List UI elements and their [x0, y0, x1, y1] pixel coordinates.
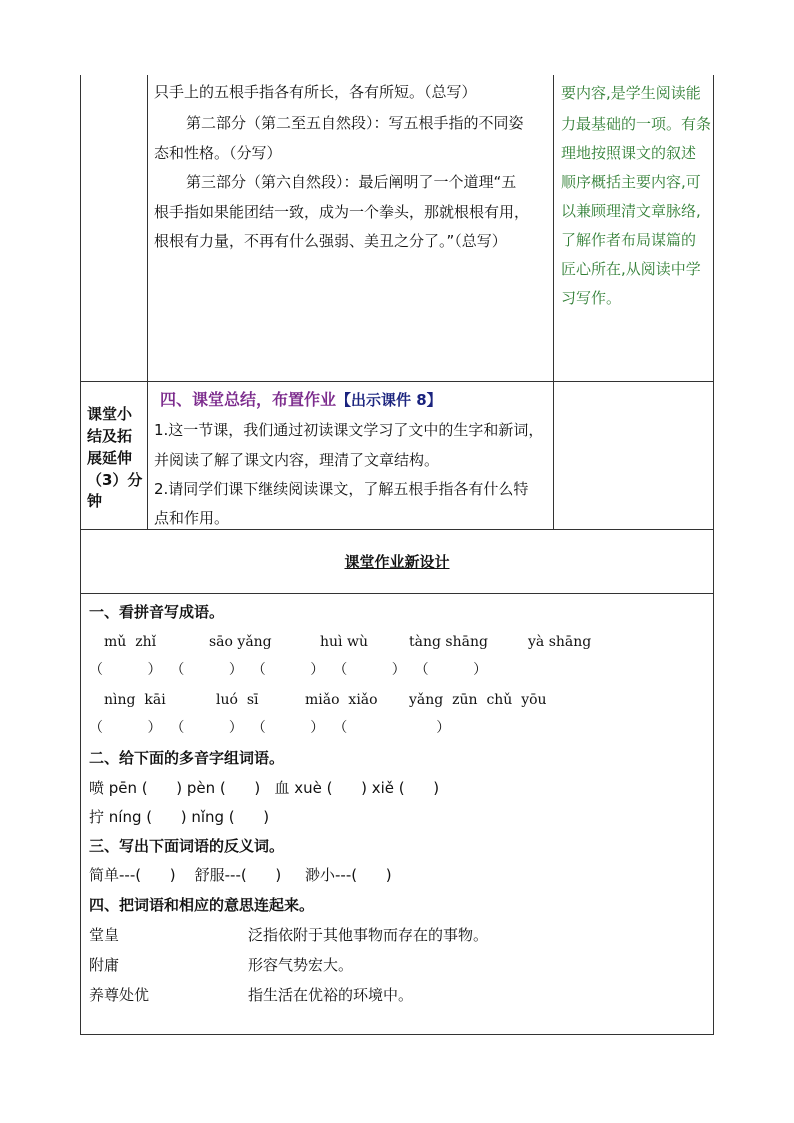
q1-title: 一、看拼音写成语。	[89, 603, 225, 621]
pinyin: yǎng zūn chǔ yōu	[409, 692, 547, 708]
note-line: 了解作者布局谋篇的	[561, 231, 697, 249]
note-line: 要内容,是学生阅读能	[561, 84, 701, 102]
q4-word: 堂皇	[89, 926, 120, 944]
pinyin: miǎo xiǎo	[305, 692, 378, 708]
summary-line: 并阅读了解了课文内容，理清了文章结构。	[154, 451, 440, 469]
content-line: 第三部分（第六自然段）：最后阐明了一个道理“五	[186, 173, 517, 191]
content-line: 只手上的五根手指各有所长，各有所短。（总写）	[154, 83, 477, 101]
summary-line: 2.请同学们课下继续阅读课文，了解五根手指各有什么特	[154, 480, 529, 498]
summary-label-line: 结及拓	[87, 427, 133, 445]
q4-word: 养尊处优	[89, 986, 150, 1004]
ppt-tag: 【出示课件 8】	[336, 391, 442, 409]
q2-line[interactable]: 喷 pēn ( ) pèn ( ) 血 xuè ( ) xiě ( )	[89, 779, 440, 797]
content-line: 第二部分（第二至五自然段）：写五根手指的不同姿	[186, 114, 524, 132]
note-line: 匠心所在,从阅读中学	[561, 260, 701, 278]
q4-title: 四、把词语和相应的意思连起来。	[89, 896, 315, 914]
row-divider-2	[80, 529, 714, 530]
q4-meaning: 泛指依附于其他事物而存在的事物。	[248, 926, 489, 944]
summary-heading-row	[160, 390, 442, 410]
q4-meaning: 指生活在优裕的环境中。	[248, 986, 414, 1004]
summary-label-line: （3）分	[87, 471, 143, 489]
summary-label-line: 课堂小	[87, 405, 133, 423]
pinyin: sāo yǎng	[209, 634, 272, 650]
note-line: 顺序概括主要内容,可	[561, 173, 701, 191]
table-bottom-border	[80, 1034, 714, 1035]
q4-word: 附庸	[89, 956, 120, 974]
answer-blanks[interactable]: （ ） （ ） （ ） （ ）	[89, 720, 451, 736]
note-line: 理地按照课文的叙述	[561, 144, 697, 162]
note-line: 力最基础的一项。有条	[561, 115, 712, 133]
row-divider-3	[80, 593, 714, 594]
content-line: 根手指如果能团结一致，成为一个拳头，那就根根有用，	[154, 203, 530, 221]
homework-title: 课堂作业新设计	[344, 553, 450, 571]
pinyin: huì wù	[320, 634, 368, 650]
pinyin: luó sī	[216, 692, 259, 708]
summary-line: 点和作用。	[154, 509, 230, 527]
summary-label-line: 钟	[87, 492, 103, 510]
q2-title: 二、给下面的多音字组词语。	[89, 749, 285, 767]
answer-blanks[interactable]: （ ） （ ） （ ） （ ） （ ）	[89, 662, 488, 678]
row-divider-1	[80, 381, 714, 382]
note-line: 以兼顾理清文章脉络,	[561, 202, 701, 220]
col-divider-1	[147, 75, 148, 530]
col-divider-2	[553, 75, 554, 530]
q3-title: 三、写出下面词语的反义词。	[89, 837, 285, 855]
summary-label-line: 展延伸	[87, 449, 133, 467]
pinyin: mǔ zhǐ	[104, 634, 157, 650]
summary-line: 1.这一节课，我们通过初读课文学习了文中的生字和新词，	[154, 421, 544, 439]
note-line: 习写作。	[561, 289, 622, 307]
content-line: 根根有力量，不再有什么强弱、美丑之分了。”（总写）	[154, 232, 507, 250]
content-line: 态和性格。（分写）	[154, 144, 282, 162]
q2-line[interactable]: 拧 níng ( ) nǐng ( )	[89, 808, 270, 826]
pinyin: yà shāng	[528, 634, 592, 650]
pinyin: tàng shāng	[409, 634, 488, 650]
q4-meaning: 形容气势宏大。	[248, 956, 354, 974]
q3-line[interactable]: 简单---( ) 舒服---( ) 渺小---( )	[89, 866, 392, 884]
summary-heading: 四、课堂总结，布置作业	[160, 390, 337, 409]
pinyin: nìng kāi	[104, 692, 166, 708]
